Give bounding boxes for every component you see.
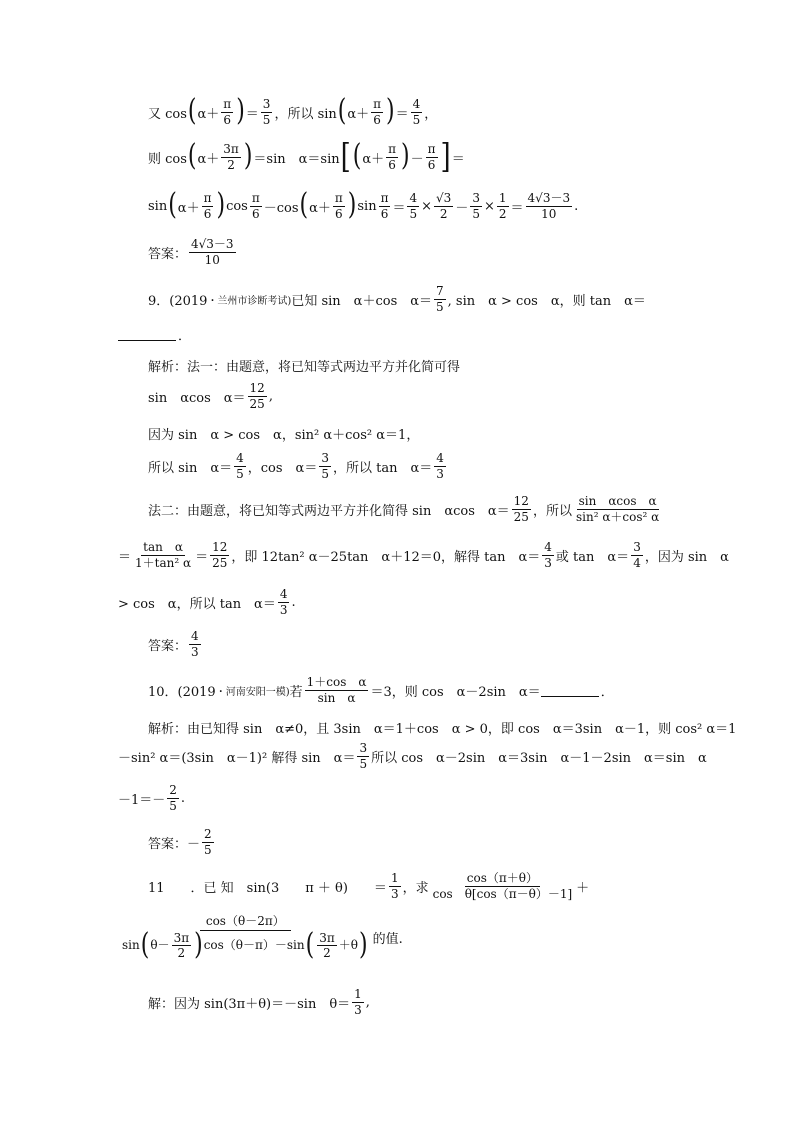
fraction: $\frac{3\pi}{2}$: [223, 142, 239, 172]
fraction: $\frac{\text{1＋cos α}}{\text{sin α}}$: [306, 675, 367, 705]
solution-line-3: sin ( α＋ $\frac{\pi}{6}$ ) cos $\frac{\pi}{6}$ －cos ( α＋ $\frac{\pi}{6}$ ) sin $\frac{\pi}{6}$ ＝ $\frac{4}{5}$ × $\frac{√3}{2}$ － $\frac{3}{5}$ × $\frac{1}{2}$ ＝ $\frac{4√3-3}{10}$ .: [148, 188, 579, 223]
fraction: $\frac{4}{5}$: [236, 451, 244, 481]
question-11-expression: cos（θ－2π） sin ( θ－ $\frac{3\pi}{2}$ ) cos（θ－π）－sin ( $\frac{3\pi}{2}$ ＋θ ) 的值.: [122, 914, 403, 962]
question-9-blank: ．: [118, 325, 191, 344]
analysis-9-line-4: 所以 sin α＝ $\frac{4}{5}$ ，cos α＝ $\frac{3}{5}$ ，所以 tan α＝ $\frac{4}{3}$: [148, 451, 444, 481]
analysis-10-line-3: －1＝－ $\frac{2}{5}$ .: [118, 783, 186, 813]
fraction: $\frac{2}{5}$: [204, 827, 212, 857]
fraction: $\frac{3}{5}$: [472, 191, 480, 221]
analysis-9-line-1: 解析：法一：由题意，将已知等式两边平方并化简可得: [148, 360, 461, 375]
question-11: 11 ．已 知 sin(3 π ＋ θ) ＝ $\frac{1}{3}$ ，求 $\frac{\cos(\pi+\theta)}{\text{cos θ[cos（π－θ）－1]}}$ ＋: [148, 871, 590, 901]
fraction: $\frac{\pi}{6}$: [334, 191, 343, 221]
fraction: $\frac{√3}{2}$: [436, 191, 452, 221]
fraction: $\frac{4√3-3}{10}$: [191, 237, 234, 267]
fraction: $\frac{\pi}{6}$: [380, 191, 389, 221]
method-2-line-2: ＝ $\frac{\text{tan α}}{\text{1＋tan² α}}$ ＝ $\frac{12}{25}$ ，即 12tan² α－25tan α＋12＝0，解得 tan α＝ $\frac{4}{3}$ 或 tan α＝ $\frac{3}{4}$ ，因为 sin α: [118, 540, 729, 570]
fraction: $\frac{\text{sin αcos α}}{\text{sin² α＋cos² α}}$: [575, 494, 660, 524]
fraction: $\frac{1}{3}$: [390, 871, 399, 901]
solution-11: 解：因为 sin(3π＋θ)＝－sin θ＝ $\frac{1}{3}$ ,: [148, 987, 370, 1017]
fraction: $\frac{\pi}{6}$: [223, 97, 232, 127]
fraction: $\frac{1}{3}$: [354, 987, 362, 1017]
analysis-10-line-1: 解析：由已知得 sin α≠0，且 3sin α＝1＋cos α > 0，即 cos α＝3sin α－1，则 cos² α＝1: [148, 722, 737, 737]
analysis-10-line-2: －sin² α＝(3sin α－1)² 解得 sin α＝ $\frac{3}{5}$ 所以 cos α－2sin α＝3sin α－1－2sin α＝sin α: [118, 741, 707, 771]
answer-3: 答案：－ $\frac{2}{5}$: [148, 827, 212, 857]
fraction: $\frac{3}{5}$: [321, 451, 329, 481]
fraction: $\frac{\pi}{6}$: [373, 97, 382, 127]
fraction: $\frac{\pi}{6}$: [203, 191, 212, 221]
analysis-9-line-3: 因为 sin α > cos α，sin² α＋cos² α＝1，: [148, 428, 420, 443]
question-9: 9．(2019 ・兰州市诊断考试) 已知 sin α＋cos α＝ $\frac{7}{5}$ , sin α > cos α，则 tan α＝: [148, 284, 646, 314]
fraction: $\frac{7}{5}$: [436, 284, 444, 314]
fraction: $\frac{4}{3}$: [544, 540, 552, 570]
fraction: $\frac{\pi}{6}$: [388, 142, 397, 172]
fraction: $\frac{3}{5}$: [262, 97, 271, 127]
method-2-line-3: > cos α，所以 tan α＝ $\frac{4}{3}$ .: [118, 587, 296, 617]
fraction: $\frac{\pi}{6}$: [427, 142, 436, 172]
fraction: $\frac{4}{5}$: [412, 97, 421, 127]
fraction: $\frac{12}{25}$: [212, 540, 228, 570]
fraction: $\frac{2}{5}$: [169, 783, 177, 813]
fraction: $\frac{4}{5}$: [409, 191, 418, 221]
fraction: $\frac{4}{3}$: [279, 587, 288, 617]
method-2-line-1: 法二：由题意，将已知等式两边平方并化简得 sin αcos α＝ $\frac{12}{25}$ ，所以 $\frac{\text{sin αcos α}}{\text{sin² α＋cos² α}}$: [148, 494, 660, 524]
solution-line-1: 又 cos ( α＋ $\frac{\pi}{6}$ ) ＝ $\frac{3}{5}$ ，所以 sin ( α＋ $\frac{\pi}{6}$ ) ＝ $\frac{4}{5}$ ，: [148, 94, 438, 129]
fraction: $\frac{\cos(\pi+\theta)}{\text{cos θ[cos（π－θ）－1]}}$: [432, 871, 573, 901]
fraction: $\frac{4√3-3}{10}$: [527, 191, 571, 221]
fraction: $\frac{3}{4}$: [633, 540, 641, 570]
answer-2: 答案： $\frac{4}{3}$: [148, 629, 199, 659]
fraction: $\frac{1}{2}$: [498, 191, 507, 221]
fraction: $\frac{12}{25}$: [249, 381, 265, 411]
answer-blank: [118, 328, 176, 341]
fraction: $\frac{12}{25}$: [513, 494, 529, 524]
question-10: 10．(2019 ・河南安阳一模) 若 $\frac{\text{1＋cos α}}{\text{sin α}}$ ＝3，则 cos α－2sin α＝ ．: [148, 675, 614, 705]
answer-blank: [541, 684, 599, 697]
analysis-9-line-2: sin αcos α＝ $\frac{12}{25}$ ,: [148, 381, 273, 411]
solution-line-2: 则 cos ( α＋ $\frac{3\pi}{2}$ ) ＝sin α＝sin [ ( α＋ $\frac{\pi}{6}$ ) － $\frac{\pi}{6}$ ] ＝: [148, 137, 465, 177]
fraction: $\frac{\text{tan α}}{\text{1＋tan² α}}$: [135, 540, 192, 570]
fraction: $\frac{4}{3}$: [191, 629, 199, 659]
fraction: $\frac{\pi}{6}$: [251, 191, 260, 221]
answer-1: 答案： $\frac{4√3-3}{10}$: [148, 237, 234, 267]
fraction: $\frac{4}{3}$: [436, 451, 444, 481]
fraction: cos（θ－2π） sin ( θ－ $\frac{3\pi}{2}$ ) cos（θ－π）－sin ( $\frac{3\pi}{2}$ ＋θ ): [122, 914, 368, 962]
fraction: $\frac{3}{5}$: [359, 741, 368, 771]
